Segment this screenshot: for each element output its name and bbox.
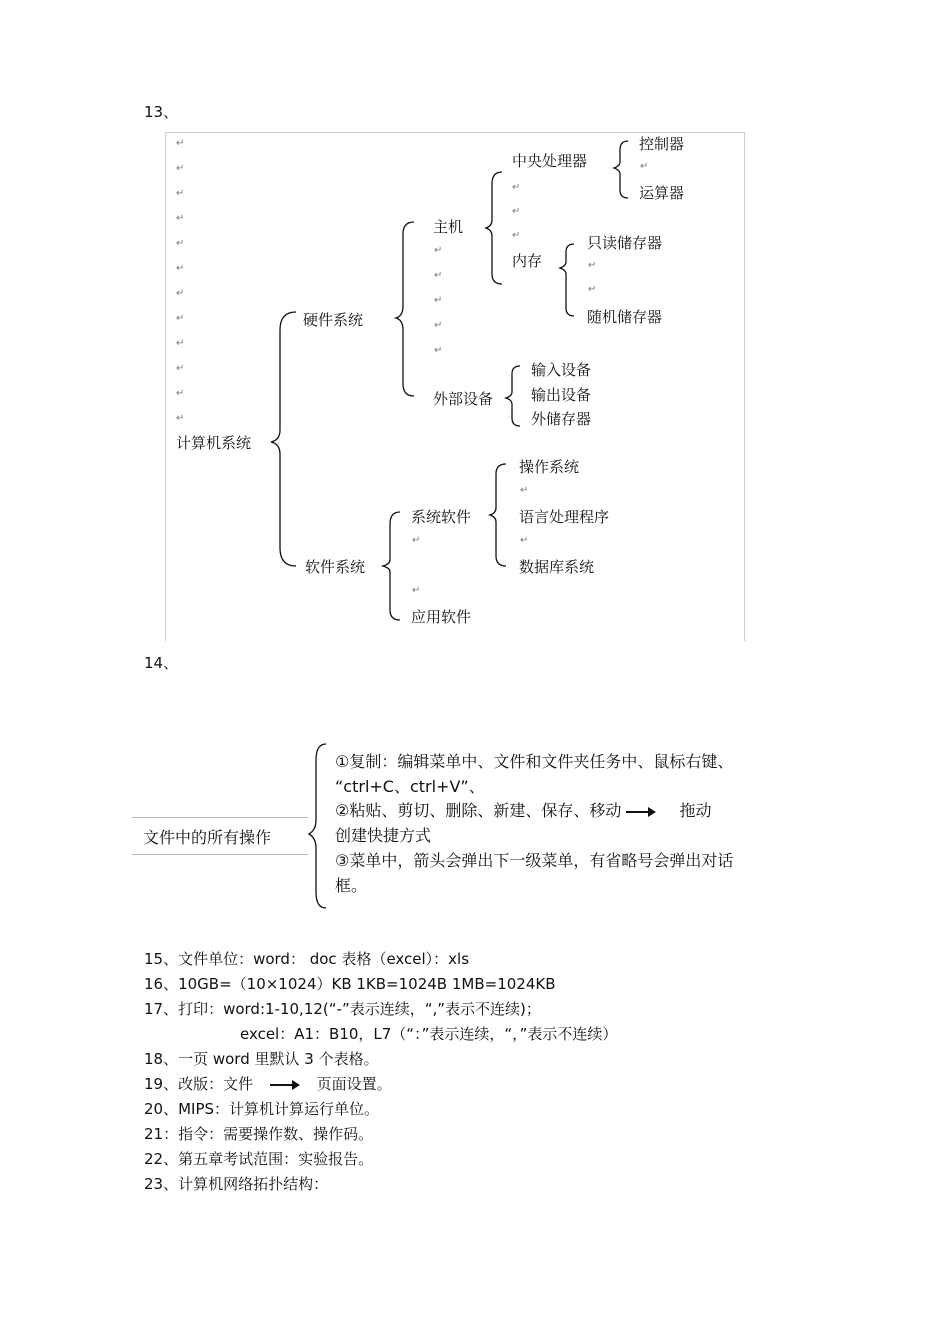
return-mark: ↵ <box>176 238 185 249</box>
tree-output: 输出设备 <box>531 386 592 404</box>
tree-host: 主机 <box>433 218 464 236</box>
ops-line-3-drag: 拖动 <box>679 801 712 820</box>
return-mark: ↵ <box>176 288 185 299</box>
ops-line-1: ①复制：编辑菜单中、文件和文件夹任务中、鼠标右键、 <box>335 752 734 771</box>
list-item-21: 21：指令：需要操作数、操作码。 <box>144 1125 374 1143</box>
return-mark: ↵ <box>176 413 185 424</box>
tree-os: 操作系统 <box>519 458 580 476</box>
return-mark: ↵ <box>412 585 421 596</box>
return-mark: ↵ <box>176 313 185 324</box>
return-mark: ↵ <box>412 535 421 546</box>
ops-line-5: ③菜单中，箭头会弹出下一级菜单，有省略号会弹出对话 <box>335 851 734 870</box>
tree-controller: 控制器 <box>639 135 685 153</box>
tree-cpu: 中央处理器 <box>512 152 588 170</box>
tree-input: 输入设备 <box>531 361 592 379</box>
right-arrow-icon <box>626 807 656 817</box>
list-item-19-target: 页面设置。 <box>316 1075 392 1093</box>
tree-app-software: 应用软件 <box>411 608 472 626</box>
ops-line-2: “ctrl+C、ctrl+V”、 <box>335 777 485 796</box>
return-mark: ↵ <box>588 260 597 271</box>
ops-line-3-text: ②粘贴、剪切、删除、新建、保存、移动 <box>335 801 622 820</box>
tree-ram: 随机储存器 <box>587 308 663 326</box>
tree-hardware: 硬件系统 <box>303 311 364 329</box>
list-item-17-cont: excel：A1：B10，L7（“：”表示连续，“，”表示不连续） <box>240 1025 618 1043</box>
list-item-19-text: 19、改版：文件 <box>144 1075 254 1093</box>
return-mark: ↵ <box>512 230 521 241</box>
list-item-19 <box>144 1073 392 1094</box>
tree-root: 计算机系统 <box>176 434 252 452</box>
ops-line-6: 框。 <box>335 876 368 895</box>
return-mark: ↵ <box>588 284 597 295</box>
ops-line-4: 创建快捷方式 <box>335 826 432 845</box>
return-mark: ↵ <box>434 295 443 306</box>
item-13-label: 13、 <box>144 103 179 121</box>
ops-line-3 <box>335 798 712 821</box>
tree-memory: 内存 <box>512 252 543 270</box>
tree-sys-software: 系统软件 <box>411 508 472 526</box>
return-mark: ↵ <box>434 270 443 281</box>
list-item-16: 16、10GB=（10×1024）KB 1KB=1024B 1MB=1024KB <box>144 975 556 993</box>
item-14-label: 14、 <box>144 654 179 672</box>
return-mark: ↵ <box>176 263 185 274</box>
return-mark: ↵ <box>176 138 185 149</box>
list-item-20: 20、MIPS：计算机计算运行单位。 <box>144 1100 380 1118</box>
return-mark: ↵ <box>520 535 529 546</box>
tree-lang: 语言处理程序 <box>519 508 610 526</box>
return-mark: ↵ <box>434 345 443 356</box>
return-mark: ↵ <box>176 388 185 399</box>
list-item-18: 18、一页 word 里默认 3 个表格。 <box>144 1050 379 1068</box>
tree-peripheral: 外部设备 <box>433 390 494 408</box>
tree-storage: 外储存器 <box>531 410 592 428</box>
tree-software: 软件系统 <box>305 558 366 576</box>
list-item-23: 23、计算机网络拓扑结构： <box>144 1175 329 1193</box>
return-mark: ↵ <box>520 485 529 496</box>
right-arrow-icon <box>270 1080 300 1090</box>
return-mark: ↵ <box>176 338 185 349</box>
tree-db: 数据库系统 <box>519 558 595 576</box>
return-mark: ↵ <box>176 213 185 224</box>
return-mark: ↵ <box>176 363 185 374</box>
return-mark: ↵ <box>434 245 443 256</box>
return-mark: ↵ <box>176 163 185 174</box>
return-mark: ↵ <box>512 206 521 217</box>
ops-label: 文件中的所有操作 <box>143 828 272 847</box>
list-item-17: 17、打印：word:1-10,12(“-”表示连续，“,”表示不连续)； <box>144 1000 541 1018</box>
tree-rom: 只读储存器 <box>587 234 663 252</box>
list-item-22: 22、第五章考试范围：实验报告。 <box>144 1150 374 1168</box>
return-mark: ↵ <box>434 320 443 331</box>
tree-alu: 运算器 <box>639 184 685 202</box>
return-mark: ↵ <box>640 161 649 172</box>
return-mark: ↵ <box>512 182 521 193</box>
return-mark: ↵ <box>176 188 185 199</box>
list-item-15: 15、文件单位：word： doc 表格（excel）：xls <box>144 950 470 968</box>
